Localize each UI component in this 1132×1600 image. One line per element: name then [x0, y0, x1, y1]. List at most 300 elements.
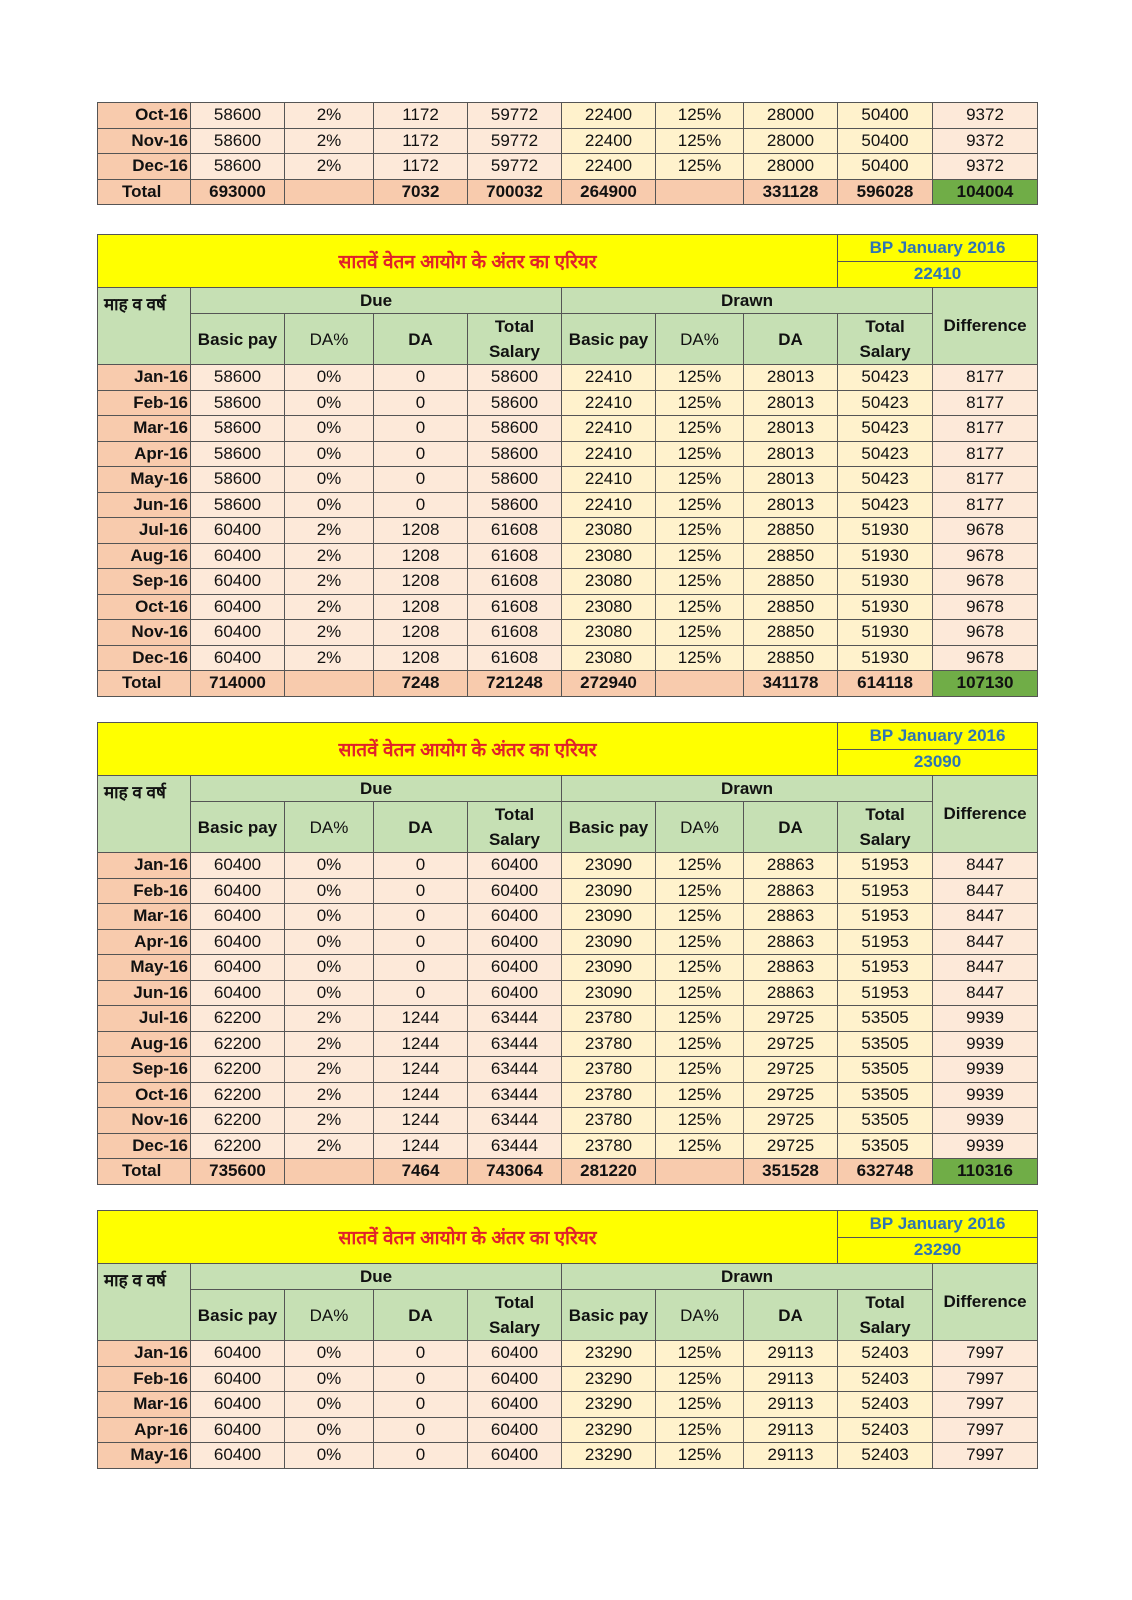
table-row: [98, 1417, 1038, 1443]
due-da-pct-cell: 0%: [285, 390, 374, 416]
due-da-cell: 0: [374, 904, 468, 930]
total-salary-header: Total Salary: [468, 802, 562, 853]
due-basic-pay-cell: 58600: [191, 103, 285, 129]
due-da-cell: 0: [374, 441, 468, 467]
month-cell: Feb-16: [98, 878, 191, 904]
table-row: [98, 390, 1038, 416]
due-da-cell: 0: [374, 955, 468, 981]
month-cell: Mar-16: [98, 1392, 191, 1418]
due-total-salary-cell: 63444: [468, 1082, 562, 1108]
drawn-basic-pay-cell: 23090: [562, 929, 656, 955]
bp-label: BP January 2016: [838, 235, 1038, 262]
drawn-basic-pay-cell: 23780: [562, 1057, 656, 1083]
drawn-da-pct-cell: 125%: [656, 543, 744, 569]
due-basic-pay-cell: 60400: [191, 1443, 285, 1469]
drawn-da-pct-cell: 125%: [656, 569, 744, 595]
due-da-cell: 1208: [374, 543, 468, 569]
difference-cell: 9678: [933, 518, 1038, 544]
drawn-basic-pay-cell: 23780: [562, 1031, 656, 1057]
difference-cell: 9372: [933, 154, 1038, 180]
due-basic-pay-cell: 60400: [191, 543, 285, 569]
difference-cell: 8177: [933, 365, 1038, 391]
due-total-salary-cell: 60400: [468, 904, 562, 930]
total-due-da-cell: 7032: [374, 179, 468, 205]
bp-value: 23090: [838, 749, 1038, 776]
drawn-total-salary-cell: 50423: [838, 416, 933, 442]
due-da-cell: 1208: [374, 645, 468, 671]
table-row: [98, 929, 1038, 955]
table-row: [98, 1366, 1038, 1392]
drawn-da-cell: 29113: [744, 1341, 838, 1367]
due-total-salary-cell: 59772: [468, 128, 562, 154]
drawn-da-cell: 28000: [744, 154, 838, 180]
da-header: DA: [374, 314, 468, 365]
total-due-basic-pay-cell: 735600: [191, 1159, 285, 1185]
table-header: [98, 1211, 1038, 1341]
due-basic-pay-cell: 62200: [191, 1031, 285, 1057]
due-total-salary-cell: 60400: [468, 929, 562, 955]
due-basic-pay-cell: 58600: [191, 154, 285, 180]
total-drawn-basic-pay-cell: 264900: [562, 179, 656, 205]
drawn-total-salary-cell: 50423: [838, 441, 933, 467]
difference-cell: 9678: [933, 543, 1038, 569]
drawn-total-salary-cell: 51930: [838, 645, 933, 671]
total-due-total-salary-cell: 721248: [468, 671, 562, 697]
due-da-pct-cell: 2%: [285, 1082, 374, 1108]
difference-cell: 9939: [933, 1006, 1038, 1032]
month-cell: Dec-16: [98, 645, 191, 671]
difference-cell: 9678: [933, 569, 1038, 595]
da-header: DA: [744, 1290, 838, 1341]
table-row: [98, 416, 1038, 442]
drawn-da-pct-cell: 125%: [656, 390, 744, 416]
bp-label: BP January 2016: [838, 723, 1038, 750]
drawn-total-salary-cell: 50423: [838, 365, 933, 391]
table-title: सातवें वेतन आयोग के अंतर का एरियर: [98, 1211, 838, 1264]
due-basic-pay-cell: 60400: [191, 1417, 285, 1443]
month-cell: Nov-16: [98, 1108, 191, 1134]
due-total-salary-cell: 60400: [468, 1366, 562, 1392]
drawn-total-salary-cell: 53505: [838, 1057, 933, 1083]
drawn-basic-pay-cell: 23080: [562, 620, 656, 646]
due-da-cell: 0: [374, 853, 468, 879]
drawn-da-cell: 28850: [744, 518, 838, 544]
due-da-pct-cell: 2%: [285, 1133, 374, 1159]
due-total-salary-cell: 63444: [468, 1031, 562, 1057]
drawn-basic-pay-cell: 23080: [562, 569, 656, 595]
difference-cell: 7997: [933, 1341, 1038, 1367]
due-da-cell: 0: [374, 980, 468, 1006]
due-da-pct-cell: 0%: [285, 1366, 374, 1392]
month-cell: May-16: [98, 1443, 191, 1469]
due-total-salary-cell: 63444: [468, 1133, 562, 1159]
drawn-da-pct-cell: 125%: [656, 853, 744, 879]
table-row: [98, 904, 1038, 930]
due-da-cell: 0: [374, 878, 468, 904]
difference-cell: 8447: [933, 929, 1038, 955]
table-row: [98, 878, 1038, 904]
due-total-salary-cell: 63444: [468, 1006, 562, 1032]
due-header: Due: [191, 776, 562, 802]
due-total-salary-cell: 61608: [468, 569, 562, 595]
drawn-da-cell: 28863: [744, 980, 838, 1006]
grand-total-difference: 107130: [933, 671, 1038, 697]
month-cell: Nov-16: [98, 128, 191, 154]
drawn-total-salary-cell: 50423: [838, 390, 933, 416]
table-row: [98, 620, 1038, 646]
due-basic-pay-cell: 60400: [191, 929, 285, 955]
total-due-basic-pay-cell: 714000: [191, 671, 285, 697]
drawn-da-cell: 28013: [744, 467, 838, 493]
due-da-pct-cell: 2%: [285, 1108, 374, 1134]
drawn-da-cell: 28013: [744, 492, 838, 518]
difference-cell: 9372: [933, 128, 1038, 154]
total-due-da-pct-cell: [285, 1159, 374, 1185]
month-cell: Apr-16: [98, 441, 191, 467]
due-da-pct-cell: 0%: [285, 1443, 374, 1469]
due-da-pct-cell: 0%: [285, 1341, 374, 1367]
da-pct-header: DA%: [285, 314, 374, 365]
drawn-total-salary-cell: 53505: [838, 1108, 933, 1134]
month-cell: Oct-16: [98, 1082, 191, 1108]
drawn-total-salary-cell: 53505: [838, 1031, 933, 1057]
total-drawn-da-pct-cell: [656, 671, 744, 697]
drawn-basic-pay-cell: 23080: [562, 518, 656, 544]
due-da-pct-cell: 2%: [285, 543, 374, 569]
drawn-da-cell: 28850: [744, 569, 838, 595]
difference-cell: 8447: [933, 904, 1038, 930]
drawn-basic-pay-cell: 23090: [562, 904, 656, 930]
difference-cell: 7997: [933, 1443, 1038, 1469]
drawn-da-cell: 29113: [744, 1366, 838, 1392]
drawn-basic-pay-cell: 22410: [562, 416, 656, 442]
due-basic-pay-cell: 58600: [191, 416, 285, 442]
due-da-cell: 0: [374, 1443, 468, 1469]
drawn-basic-pay-cell: 23080: [562, 543, 656, 569]
drawn-total-salary-cell: 50423: [838, 492, 933, 518]
month-cell: Oct-16: [98, 594, 191, 620]
drawn-basic-pay-cell: 23780: [562, 1133, 656, 1159]
drawn-da-pct-cell: 125%: [656, 441, 744, 467]
table-body: [98, 853, 1038, 1185]
total-due-da-pct-cell: [285, 179, 374, 205]
drawn-da-cell: 28863: [744, 878, 838, 904]
due-da-pct-cell: 2%: [285, 620, 374, 646]
difference-cell: 8447: [933, 980, 1038, 1006]
drawn-basic-pay-cell: 22400: [562, 154, 656, 180]
due-da-pct-cell: 2%: [285, 1031, 374, 1057]
drawn-da-cell: 28863: [744, 955, 838, 981]
total-due-total-salary-cell: 700032: [468, 179, 562, 205]
basic-pay-header: Basic pay: [191, 1290, 285, 1341]
due-da-cell: 0: [374, 416, 468, 442]
due-basic-pay-cell: 58600: [191, 128, 285, 154]
due-da-cell: 1244: [374, 1082, 468, 1108]
difference-cell: 9939: [933, 1057, 1038, 1083]
drawn-da-pct-cell: 125%: [656, 1341, 744, 1367]
total-salary-header: Total Salary: [468, 314, 562, 365]
da-pct-header: DA%: [656, 314, 744, 365]
month-cell: Jan-16: [98, 365, 191, 391]
basic-pay-header: Basic pay: [191, 802, 285, 853]
total-drawn-total-salary-cell: 614118: [838, 671, 933, 697]
drawn-basic-pay-cell: 22410: [562, 390, 656, 416]
due-total-salary-cell: 60400: [468, 853, 562, 879]
table-body: [98, 365, 1038, 697]
drawn-da-cell: 28863: [744, 853, 838, 879]
due-da-pct-cell: 2%: [285, 154, 374, 180]
drawn-header: Drawn: [562, 288, 933, 314]
total-salary-header: Total Salary: [468, 1290, 562, 1341]
bp-value: 22410: [838, 261, 1038, 288]
total-drawn-total-salary-cell: 596028: [838, 179, 933, 205]
table-body: [98, 1341, 1038, 1469]
drawn-basic-pay-cell: 23090: [562, 955, 656, 981]
month-cell: Jan-16: [98, 853, 191, 879]
month-cell: Apr-16: [98, 929, 191, 955]
drawn-da-pct-cell: 125%: [656, 492, 744, 518]
due-total-salary-cell: 60400: [468, 1392, 562, 1418]
month-cell: Jan-16: [98, 1341, 191, 1367]
drawn-da-pct-cell: 125%: [656, 518, 744, 544]
grand-total-difference: 104004: [933, 179, 1038, 205]
table-row: [98, 1006, 1038, 1032]
drawn-da-pct-cell: 125%: [656, 620, 744, 646]
due-basic-pay-cell: 60400: [191, 878, 285, 904]
month-cell: May-16: [98, 955, 191, 981]
table-body: [98, 103, 1038, 205]
due-da-cell: 0: [374, 1366, 468, 1392]
month-year-header: माह व वर्ष: [98, 1264, 191, 1341]
table-row: [98, 955, 1038, 981]
due-total-salary-cell: 60400: [468, 1417, 562, 1443]
difference-cell: 8447: [933, 955, 1038, 981]
due-da-pct-cell: 0%: [285, 441, 374, 467]
da-pct-header: DA%: [285, 1290, 374, 1341]
drawn-basic-pay-cell: 22410: [562, 467, 656, 493]
due-basic-pay-cell: 62200: [191, 1006, 285, 1032]
due-da-cell: 1208: [374, 569, 468, 595]
difference-cell: 9678: [933, 645, 1038, 671]
basic-pay-header: Basic pay: [562, 314, 656, 365]
drawn-basic-pay-cell: 23090: [562, 853, 656, 879]
due-total-salary-cell: 60400: [468, 1341, 562, 1367]
due-total-salary-cell: 58600: [468, 416, 562, 442]
due-da-pct-cell: 0%: [285, 492, 374, 518]
drawn-da-pct-cell: 125%: [656, 103, 744, 129]
month-cell: Nov-16: [98, 620, 191, 646]
due-total-salary-cell: 58600: [468, 492, 562, 518]
table-row: [98, 853, 1038, 879]
due-header: Due: [191, 1264, 562, 1290]
month-cell: Dec-16: [98, 1133, 191, 1159]
drawn-total-salary-cell: 52403: [838, 1417, 933, 1443]
drawn-basic-pay-cell: 23290: [562, 1417, 656, 1443]
drawn-basic-pay-cell: 22410: [562, 492, 656, 518]
month-cell: Feb-16: [98, 390, 191, 416]
drawn-total-salary-cell: 53505: [838, 1133, 933, 1159]
arrear-table-23290: [97, 1210, 1038, 1469]
table-row: [98, 492, 1038, 518]
da-pct-header: DA%: [656, 1290, 744, 1341]
due-basic-pay-cell: 62200: [191, 1057, 285, 1083]
total-drawn-da-cell: 351528: [744, 1159, 838, 1185]
table-row: [98, 1443, 1038, 1469]
drawn-da-pct-cell: 125%: [656, 1057, 744, 1083]
table-row: [98, 543, 1038, 569]
drawn-header: Drawn: [562, 1264, 933, 1290]
due-da-cell: 0: [374, 1392, 468, 1418]
difference-cell: 9939: [933, 1133, 1038, 1159]
month-cell: Mar-16: [98, 416, 191, 442]
month-cell: Jul-16: [98, 518, 191, 544]
due-total-salary-cell: 61608: [468, 620, 562, 646]
due-da-pct-cell: 2%: [285, 645, 374, 671]
table-row: [98, 441, 1038, 467]
due-da-pct-cell: 2%: [285, 518, 374, 544]
due-basic-pay-cell: 62200: [191, 1133, 285, 1159]
due-basic-pay-cell: 60400: [191, 904, 285, 930]
drawn-da-pct-cell: 125%: [656, 1006, 744, 1032]
table-row: [98, 1031, 1038, 1057]
due-basic-pay-cell: 58600: [191, 365, 285, 391]
table-header: [98, 723, 1038, 853]
drawn-basic-pay-cell: 23290: [562, 1366, 656, 1392]
due-da-pct-cell: 0%: [285, 1392, 374, 1418]
drawn-basic-pay-cell: 23080: [562, 594, 656, 620]
table-row: [98, 1133, 1038, 1159]
drawn-basic-pay-cell: 23090: [562, 980, 656, 1006]
due-da-cell: 1208: [374, 518, 468, 544]
total-drawn-da-pct-cell: [656, 179, 744, 205]
month-cell: Sep-16: [98, 1057, 191, 1083]
month-cell: Sep-16: [98, 569, 191, 595]
due-da-cell: 0: [374, 1341, 468, 1367]
drawn-da-pct-cell: 125%: [656, 645, 744, 671]
difference-cell: 8447: [933, 853, 1038, 879]
drawn-total-salary-cell: 52403: [838, 1443, 933, 1469]
table-header: [98, 235, 1038, 365]
difference-cell: 8177: [933, 492, 1038, 518]
drawn-da-cell: 28013: [744, 390, 838, 416]
due-total-salary-cell: 58600: [468, 365, 562, 391]
table-row: [98, 467, 1038, 493]
basic-pay-header: Basic pay: [562, 802, 656, 853]
month-cell: Apr-16: [98, 1417, 191, 1443]
due-da-cell: 1208: [374, 594, 468, 620]
due-basic-pay-cell: 62200: [191, 1108, 285, 1134]
due-da-pct-cell: 0%: [285, 467, 374, 493]
drawn-total-salary-cell: 51953: [838, 980, 933, 1006]
drawn-da-cell: 29725: [744, 1057, 838, 1083]
drawn-total-salary-cell: 51930: [838, 620, 933, 646]
table-row: [98, 645, 1038, 671]
due-basic-pay-cell: 58600: [191, 390, 285, 416]
drawn-da-cell: 28000: [744, 103, 838, 129]
table-title: सातवें वेतन आयोग के अंतर का एरियर: [98, 235, 838, 288]
difference-cell: 9678: [933, 594, 1038, 620]
drawn-da-cell: 28013: [744, 416, 838, 442]
drawn-total-salary-cell: 52403: [838, 1392, 933, 1418]
due-basic-pay-cell: 60400: [191, 594, 285, 620]
due-da-cell: 1244: [374, 1031, 468, 1057]
drawn-da-cell: 29113: [744, 1417, 838, 1443]
difference-cell: 7997: [933, 1392, 1038, 1418]
month-year-header: माह व वर्ष: [98, 776, 191, 853]
due-total-salary-cell: 61608: [468, 594, 562, 620]
drawn-da-cell: 29113: [744, 1443, 838, 1469]
due-da-cell: 1244: [374, 1057, 468, 1083]
month-cell: Aug-16: [98, 543, 191, 569]
due-basic-pay-cell: 58600: [191, 467, 285, 493]
drawn-da-pct-cell: 125%: [656, 1443, 744, 1469]
drawn-header: Drawn: [562, 776, 933, 802]
drawn-da-cell: 28013: [744, 365, 838, 391]
drawn-da-pct-cell: 125%: [656, 1417, 744, 1443]
drawn-basic-pay-cell: 23290: [562, 1392, 656, 1418]
due-total-salary-cell: 60400: [468, 980, 562, 1006]
difference-cell: 8177: [933, 390, 1038, 416]
drawn-da-pct-cell: 125%: [656, 878, 744, 904]
total-drawn-da-cell: 331128: [744, 179, 838, 205]
drawn-total-salary-cell: 51930: [838, 518, 933, 544]
da-header: DA: [744, 802, 838, 853]
drawn-basic-pay-cell: 22400: [562, 128, 656, 154]
due-header: Due: [191, 288, 562, 314]
month-cell: Jun-16: [98, 980, 191, 1006]
due-da-pct-cell: 2%: [285, 1057, 374, 1083]
total-salary-header: Total Salary: [838, 802, 933, 853]
total-due-basic-pay-cell: 693000: [191, 179, 285, 205]
drawn-basic-pay-cell: 23780: [562, 1082, 656, 1108]
total-label: Total: [98, 179, 191, 205]
difference-cell: 7997: [933, 1366, 1038, 1392]
drawn-total-salary-cell: 51953: [838, 904, 933, 930]
difference-cell: 8447: [933, 878, 1038, 904]
table-row: [98, 154, 1038, 180]
difference-header: Difference: [933, 288, 1038, 365]
drawn-da-cell: 28863: [744, 929, 838, 955]
due-da-cell: 1244: [374, 1133, 468, 1159]
difference-cell: 7997: [933, 1417, 1038, 1443]
da-pct-header: DA%: [285, 802, 374, 853]
due-basic-pay-cell: 60400: [191, 1366, 285, 1392]
due-da-cell: 1172: [374, 103, 468, 129]
due-total-salary-cell: 63444: [468, 1108, 562, 1134]
total-due-da-cell: 7464: [374, 1159, 468, 1185]
drawn-basic-pay-cell: 23780: [562, 1006, 656, 1032]
difference-cell: 8177: [933, 441, 1038, 467]
due-da-cell: 0: [374, 365, 468, 391]
drawn-total-salary-cell: 52403: [838, 1366, 933, 1392]
drawn-da-pct-cell: 125%: [656, 929, 744, 955]
table-row: [98, 569, 1038, 595]
difference-header: Difference: [933, 1264, 1038, 1341]
due-da-pct-cell: 0%: [285, 955, 374, 981]
total-label: Total: [98, 671, 191, 697]
due-da-pct-cell: 0%: [285, 980, 374, 1006]
due-da-pct-cell: 0%: [285, 1417, 374, 1443]
due-da-pct-cell: 0%: [285, 853, 374, 879]
due-da-cell: 0: [374, 467, 468, 493]
due-da-pct-cell: 0%: [285, 365, 374, 391]
difference-cell: 8177: [933, 467, 1038, 493]
due-da-pct-cell: 2%: [285, 569, 374, 595]
difference-header: Difference: [933, 776, 1038, 853]
drawn-total-salary-cell: 50423: [838, 467, 933, 493]
drawn-total-salary-cell: 51953: [838, 878, 933, 904]
due-da-pct-cell: 2%: [285, 594, 374, 620]
